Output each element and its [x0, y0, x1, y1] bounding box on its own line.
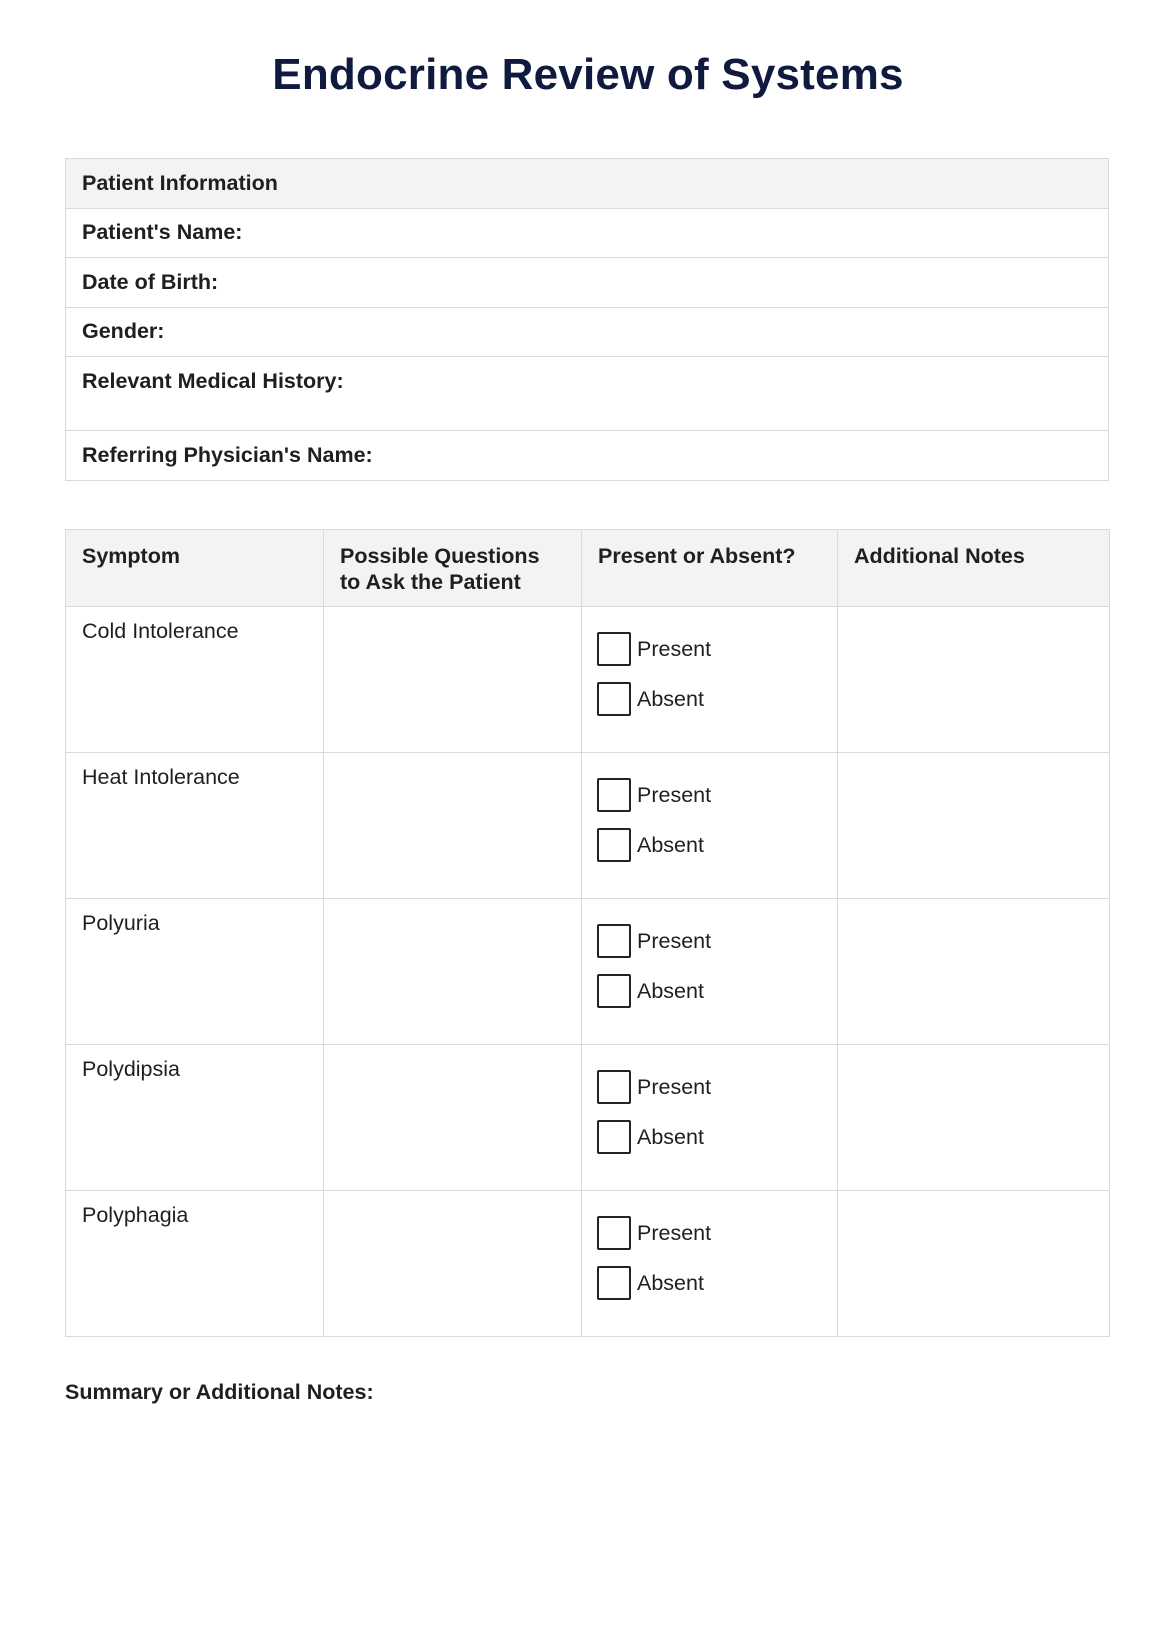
referring-physician-label: Referring Physician's Name: [66, 431, 1109, 481]
table-row [66, 899, 1110, 1045]
summary-notes-label: Summary or Additional Notes: [65, 1380, 374, 1404]
present-label: Present [637, 782, 712, 807]
symptom-cell: Polyphagia [66, 1191, 324, 1337]
patient-name-row[interactable] [66, 208, 1109, 258]
absent-checkbox[interactable] [597, 1266, 631, 1300]
symptom-table-header-row [66, 530, 1110, 607]
patient-information-table [65, 158, 1109, 481]
column-header-present-absent: Present or Absent? [582, 530, 838, 607]
patient-name-label: Patient's Name: [66, 208, 1109, 258]
questions-cell[interactable] [324, 899, 582, 1045]
table-row [66, 753, 1110, 899]
present-option[interactable] [597, 924, 821, 958]
questions-cell[interactable] [324, 1045, 582, 1191]
absent-option[interactable] [597, 828, 821, 862]
notes-cell[interactable] [838, 899, 1110, 1045]
present-option[interactable] [597, 1070, 821, 1104]
absent-option[interactable] [597, 1120, 821, 1154]
table-row [66, 1045, 1110, 1191]
absent-checkbox[interactable] [597, 1120, 631, 1154]
questions-cell[interactable] [324, 607, 582, 753]
table-row [66, 607, 1110, 753]
medical-history-label: Relevant Medical History: [66, 357, 1109, 431]
present-option[interactable] [597, 778, 821, 812]
present-option[interactable] [597, 632, 821, 666]
absent-label: Absent [637, 1270, 704, 1295]
present-absent-cell [582, 753, 838, 899]
present-absent-cell [582, 899, 838, 1045]
questions-cell[interactable] [324, 753, 582, 899]
absent-option[interactable] [597, 682, 821, 716]
patient-information-header: Patient Information [66, 159, 1109, 209]
present-label: Present [637, 928, 712, 953]
present-checkbox[interactable] [597, 1216, 631, 1250]
present-label: Present [637, 1220, 712, 1245]
absent-label: Absent [637, 686, 704, 711]
present-option[interactable] [597, 1216, 821, 1250]
present-label: Present [637, 636, 712, 661]
medical-history-row[interactable] [66, 357, 1109, 431]
date-of-birth-row[interactable] [66, 258, 1109, 308]
absent-option[interactable] [597, 974, 821, 1008]
notes-cell[interactable] [838, 1191, 1110, 1337]
column-header-questions: Possible Questions to Ask the Patient [324, 530, 582, 607]
symptom-cell: Cold Intolerance [66, 607, 324, 753]
present-checkbox[interactable] [597, 1070, 631, 1104]
absent-label: Absent [637, 832, 704, 857]
present-label: Present [637, 1074, 712, 1099]
present-absent-cell [582, 1045, 838, 1191]
absent-label: Absent [637, 1124, 704, 1149]
date-of-birth-label: Date of Birth: [66, 258, 1109, 308]
absent-option[interactable] [597, 1266, 821, 1300]
absent-label: Absent [637, 978, 704, 1003]
patient-information-header-row [66, 159, 1109, 209]
gender-label: Gender: [66, 307, 1109, 357]
page-title: Endocrine Review of Systems [272, 50, 904, 99]
absent-checkbox[interactable] [597, 828, 631, 862]
present-checkbox[interactable] [597, 632, 631, 666]
column-header-symptom: Symptom [66, 530, 324, 607]
gender-row[interactable] [66, 307, 1109, 357]
column-header-additional-notes: Additional Notes [838, 530, 1110, 607]
symptom-cell: Heat Intolerance [66, 753, 324, 899]
notes-cell[interactable] [838, 607, 1110, 753]
symptom-cell: Polydipsia [66, 1045, 324, 1191]
absent-checkbox[interactable] [597, 974, 631, 1008]
notes-cell[interactable] [838, 1045, 1110, 1191]
absent-checkbox[interactable] [597, 682, 631, 716]
present-checkbox[interactable] [597, 778, 631, 812]
present-absent-cell [582, 1191, 838, 1337]
present-absent-cell [582, 607, 838, 753]
symptom-table [65, 529, 1110, 1337]
referring-physician-row[interactable] [66, 431, 1109, 481]
questions-cell[interactable] [324, 1191, 582, 1337]
present-checkbox[interactable] [597, 924, 631, 958]
table-row [66, 1191, 1110, 1337]
notes-cell[interactable] [838, 753, 1110, 899]
symptom-cell: Polyuria [66, 899, 324, 1045]
